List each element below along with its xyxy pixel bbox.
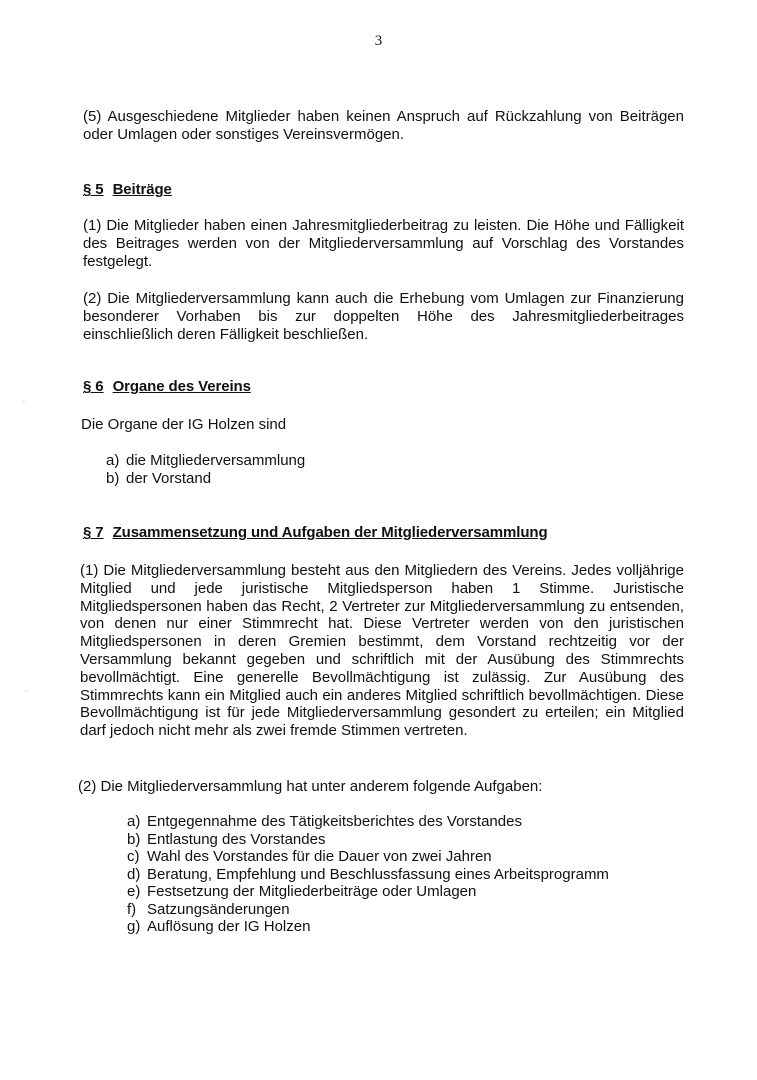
- section-6-intro: Die Organe der IG Holzen sind: [81, 416, 287, 433]
- list-item: g) Auflösung der IG Holzen: [127, 918, 311, 935]
- section-7-paragraph-2: (2) Die Mitgliederversammlung hat unter anderem folgende Aufgaben:: [78, 778, 543, 795]
- section-number: § 5: [83, 181, 104, 198]
- section-title: Beiträge: [112, 181, 172, 198]
- organs-list: [106, 452, 305, 487]
- list-item: a) Entgegennahme des Tätigkeitsberichtes des Vorstandes: [127, 813, 522, 830]
- section-6-heading: [83, 378, 251, 396]
- section-7-heading: [83, 524, 548, 542]
- section-number: § 7: [83, 524, 104, 541]
- list-item: a) die Mitgliederversammlung: [106, 452, 306, 469]
- tasks-list: [127, 813, 609, 936]
- paragraph-4-5: (5) Ausgeschiedene Mitglieder haben keinen Anspruch auf Rückzahlung von Beiträgen oder Umlagen oder sonstiges Vereinsvermögen.: [83, 108, 684, 143]
- scan-artifact: ⁻: [24, 688, 30, 699]
- scan-artifact: ˏ: [22, 392, 26, 403]
- list-item: d) Beratung, Empfehlung und Beschlussfassung eines Arbeitsprogramm: [127, 865, 609, 883]
- list-item: b) der Vorstand: [106, 469, 212, 487]
- list-item: f) Satzungsänderungen: [127, 900, 290, 918]
- list-item: e) Festsetzung der Mitgliederbeiträge oder Umlagen: [127, 883, 477, 900]
- section-number: § 6: [83, 378, 104, 395]
- section-5-heading: [83, 181, 172, 199]
- list-item: c) Wahl des Vorstandes für die Dauer von zwei Jahren: [127, 848, 492, 865]
- section-title: Organe des Vereins: [112, 378, 251, 395]
- list-item: b) Entlastung des Vorstandes: [127, 830, 326, 848]
- section-title: Zusammensetzung und Aufgaben der Mitgliederversammlung: [112, 524, 548, 541]
- section-7-paragraph-1: (1) Die Mitgliederversammlung besteht aus den Mitgliedern des Vereins. Jedes volljährige Mitglied und jede juristische Mitgliedsperson haben 1 Stimme. Juristische Mitgliedspersonen haben das Recht, 2 Vertreter zur Mitgliederversammlung zu entsenden, von denen nur einer Stimmrecht hat. Diese Vertreter werden von den juristischen Mitgliedspersonen in deren Gremien bestimmt, dem Vorstand rechtzeitig vor der Versammlung bekannt gegeben und schriftlich mit der Ausübung des Stimmrechts bevollmächtigt. Eine generelle Bevollmächtigung ist zulässig. Zur Ausübung des Stimmrechts kann ein Mitglied auch ein anderes Mitglied schriftlich bevollmächtigen. Diese Bevollmächtigung ist für jede Mitgliederversammlung gesondert zu erteilen; ein Mitglied darf jedoch nicht mehr als zwei fremde Stimmen vertreten.: [80, 562, 684, 740]
- section-5-paragraph-1: (1) Die Mitglieder haben einen Jahresmitgliederbeitrag zu leisten. Die Höhe und Fälligkeit des Beitrages werden von der Mitgliederversammlung auf Vorschlag des Vorstandes festgelegt.: [83, 217, 684, 270]
- page-number: 3: [374, 33, 383, 49]
- section-5-paragraph-2: (2) Die Mitgliederversammlung kann auch die Erhebung vom Umlagen zur Finanzierung besonderer Vorhaben bis zur doppelten Höhe des Jahresmitgliederbeitrages einschließlich deren Fälligkeit beschließen.: [83, 290, 684, 343]
